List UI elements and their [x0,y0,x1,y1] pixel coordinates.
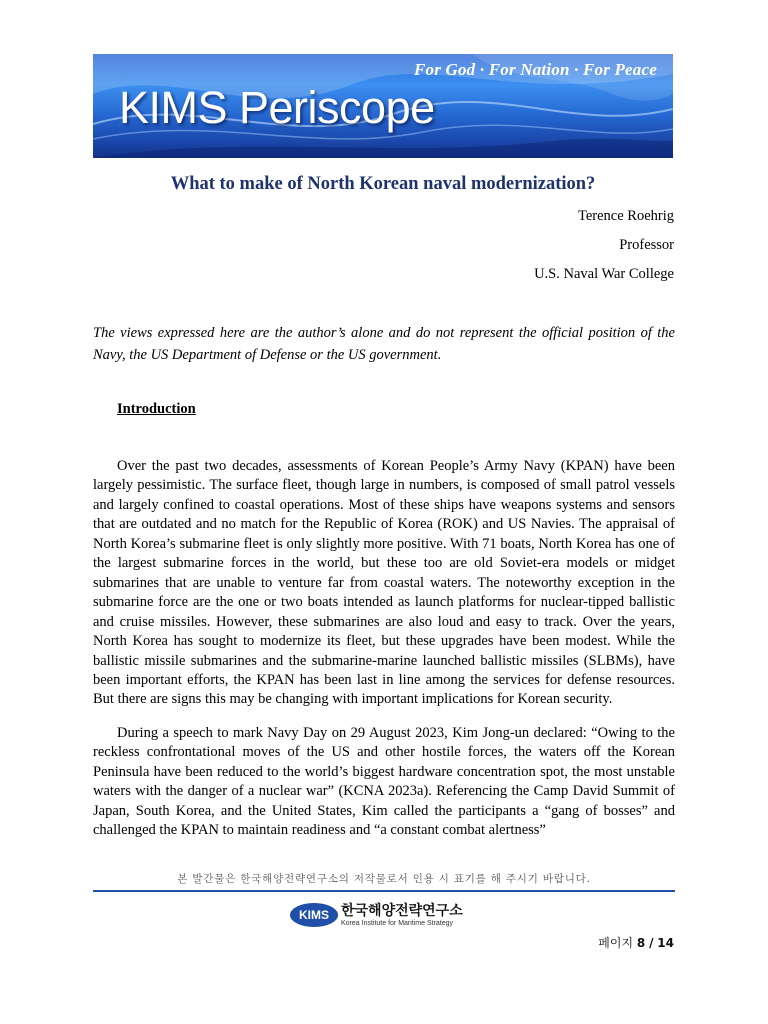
header-motto: For God · For Nation · For Peace [414,60,657,79]
disclaimer: The views expressed here are the author’s alone and do not represent the official position of the Navy, the US Department of Defense or the US government. [93,325,675,363]
author-name: Terence Roehrig [577,208,674,224]
page-label: 페이지 [598,936,634,950]
page-number [598,934,674,951]
paragraph: Over the past two decades, assessments of Korean People’s Army Navy (KPAN) have been largely pessimistic. The surface fleet, though large in numbers, is composed of small patrol vessels and largely confined to coastal operations. Most of these ships have weapons systems and sensors that are outdated and no match for the Republic of Korea (ROK) and US Navies. The appraisal of North Korea’s submarine fleet is only slightly more positive. With 71 boats, North Korea has one of the largest submarine forces in the world, but these too are old Soviet-era models or midget submarines that are unable to venture far from coastal waters. The noteworthy exception in the submarine force are the one or two boats intended as launch platforms for nuclear-tipped ballistic and cruise missiles. However, these submarines are also loud and easy to track. Over the years, North Korea has sought to modernize its fleet, but these upgrades have been modest. While the ballistic missile submarines and the submarine-marine launched ballistic missiles (SLBMs), have been important efforts, the KPAN has been last in line among the services for defense resources. But there are signs this may be changing with important implications for Korean security. [93,458,675,708]
kims-logo-mark: KIMS [290,903,338,927]
author-position: Professor [619,237,674,253]
logo-korean-name: 한국해양전략연구소 [341,902,463,919]
footer-divider [93,890,675,892]
article-body [93,457,675,867]
header-banner [93,54,673,158]
page-total: 14 [657,936,674,950]
page-separator: / [649,936,654,950]
section-heading: Introduction [117,401,196,417]
page-current: 8 [636,936,646,950]
logo-english-name: Korea Institute for Maritime Strategy [341,919,454,927]
kims-logo [290,900,463,930]
copyright-notice: 본 발간물은 한국해양전략연구소의 저작물로서 인용 시 표기를 해 주시기 바랍니다. [177,873,591,885]
author-affiliation: U.S. Naval War College [534,266,674,282]
header-brand: KIMS Periscope [119,82,435,133]
article-title: What to make of North Korean naval modernization? [170,174,596,194]
paragraph: During a speech to mark Navy Day on 29 August 2023, Kim Jong-un declared: “Owing to the reckless confrontational moves of the US and other hostile forces, the waters off the Korean Peninsula have been reduced to the world’s biggest hardware concentration spot, the most unstable waters with the danger of a nuclear war” (KCNA 2023a). Referencing the Camp David Summit of Japan, South Korea, and the United States, Kim called the participants a “gang of bosses” and challenged the KPAN to maintain readiness and “a constant combat alertness” [93,724,675,839]
